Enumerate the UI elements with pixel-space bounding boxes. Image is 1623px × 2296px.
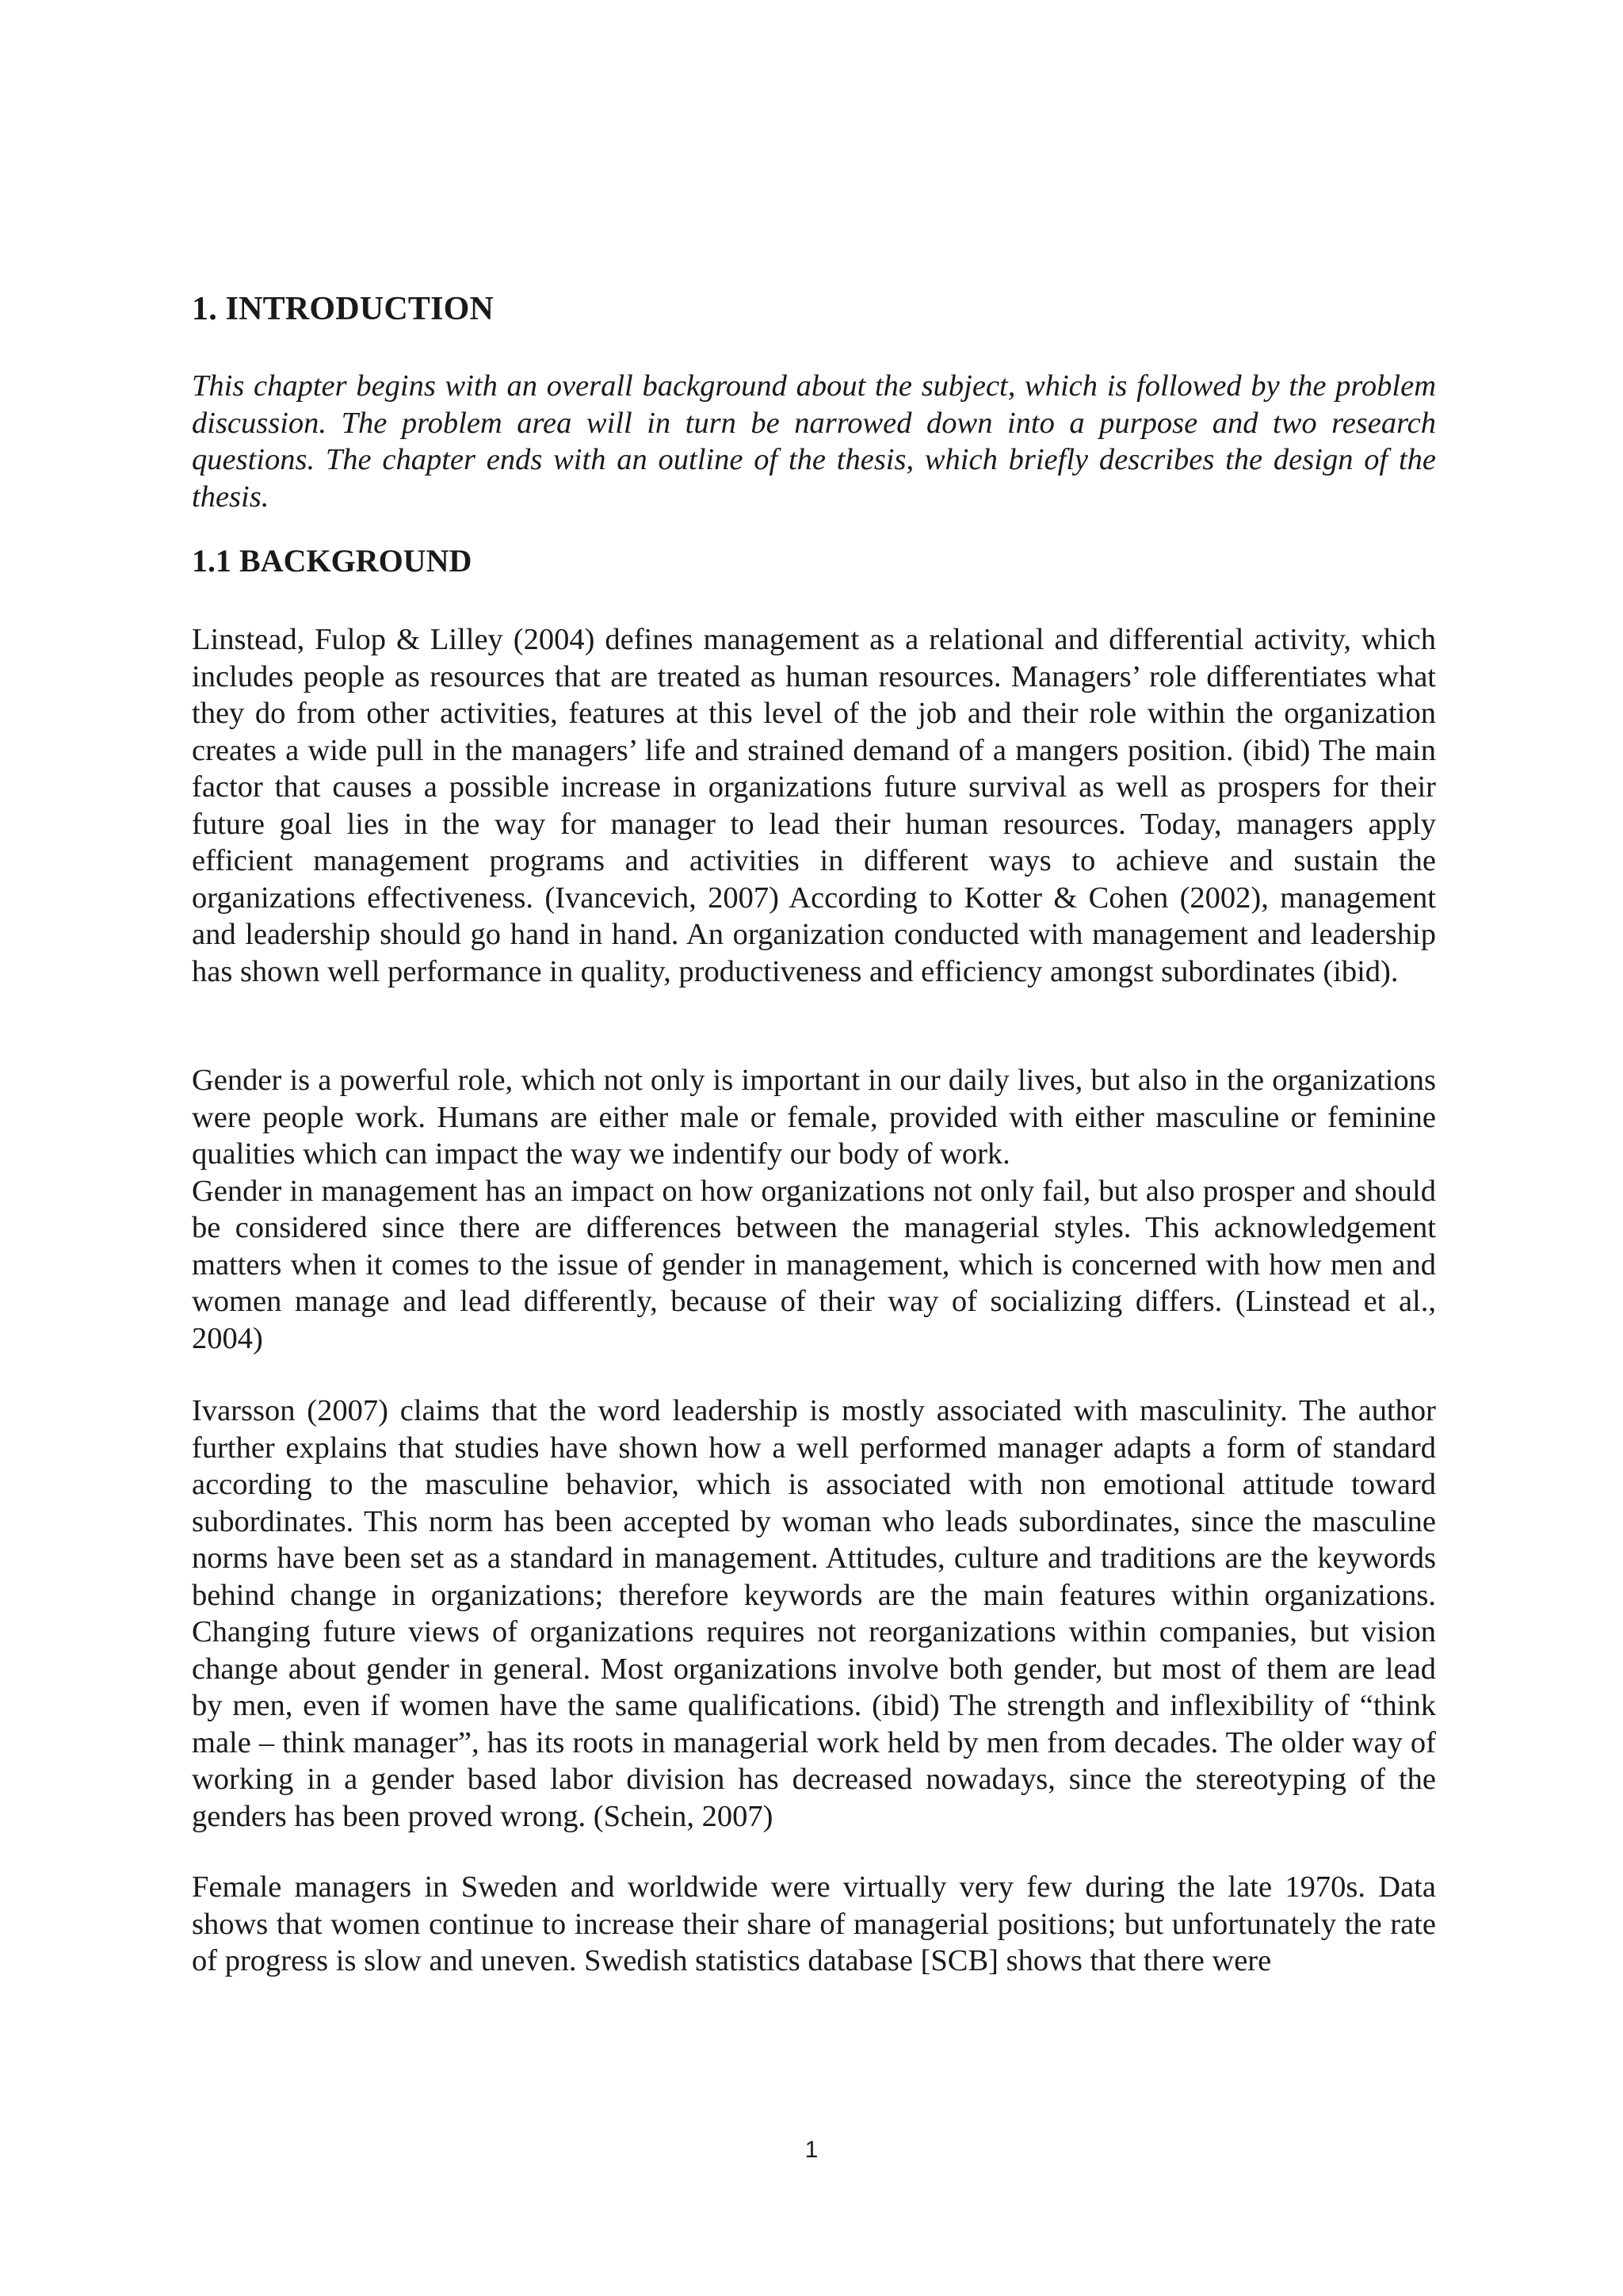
chapter-intro: This chapter begins with an overall background about the subject, which is followed by the problem discussion. The problem area will in turn be narrowed down into a purpose and two research questions. The chapter ends with an outline of the thesis, which briefly describes the design of the thesis. [192,369,1436,514]
paragraph-text: Female managers in Sweden and worldwide were virtually very few during the late 1970s. Data shows that women continue to increase their share of managerial positions; but unfortunately the rate of progress is slow and uneven. Swedish statistics database [SCB] shows that there were [192,1870,1436,1977]
paragraph-text: Gender in management has an impact on how organizations not only fail, but also prosper and should be considered since there are differences between the managerial styles. This acknowledgement matters when it comes to the issue of gender in management, which is concerned with how men and women manage and lead differently, because of their way of socializing differs. (Linstead et al., 2004) [192,1174,1436,1355]
paragraph-text: Ivarsson (2007) claims that the word leadership is mostly associated with masculinity. The author further explains that studies have shown how a well performed manager adapts a form of standard according to the masculine behavior, which is associated with non emotional attitude toward subordinates. This norm has been accepted by woman who leads subordinates, since the masculine norms have been set as a standard in management. Attitudes, culture and traditions are the keywords behind change in organizations; therefore keywords are the main features within organizations. Changing future views of organizations requires not reorganizations within companies, but vision change about gender in general. Most organizations involve both gender, but most of them are lead by men, even if women have the same qualifications. (ibid) The strength and inflexibility of “think male – think manager”, has its roots in managerial work held by men from decades. The older way of working in a gender based labor division has decreased nowadays, since the stereotyping of the genders has been proved wrong. (Schein, 2007) [192,1394,1436,1833]
paragraph-text: Linstead, Fulop & Lilley (2004) defines management as a relational and differential activity, which includes people as resources that are treated as human resources. Managers’ role differentiates what they do from other activities, features at this level of the job and their role within the organization creates a wide pull in the managers’ life and strained demand of a mangers position. (ibid) The main factor that causes a possible increase in organizations future survival as well as prospers for their future goal lies in the way for manager to lead their human resources. Today, managers apply efficient management programs and activities in different ways to achieve and sustain the organizations effectiveness. (Ivancevich, 2007) According to Kotter & Cohen (2002), management and leadership should go hand in hand. An organization conducted with management and leadership has shown well performance in quality, productiveness and efficiency amongst subordinates (ibid). [192,623,1436,988]
paragraph-female-managers [192,1869,1436,1980]
chapter-heading: 1. INTRODUCTION [192,291,495,327]
paragraph-management [192,621,1436,990]
section-heading: 1.1 BACKGROUND [192,543,472,579]
paragraph-gender [192,1062,1436,1357]
paragraph-text: Gender is a powerful role, which not only is important in our daily lives, but also in the organizations were people work. Humans are either male or female, provided with either masculine or feminine qualities which can impact the way we indentify our body of work. [192,1064,1436,1171]
page-number: 1 [804,2137,819,2163]
paragraph-ivarsson [192,1392,1436,1835]
